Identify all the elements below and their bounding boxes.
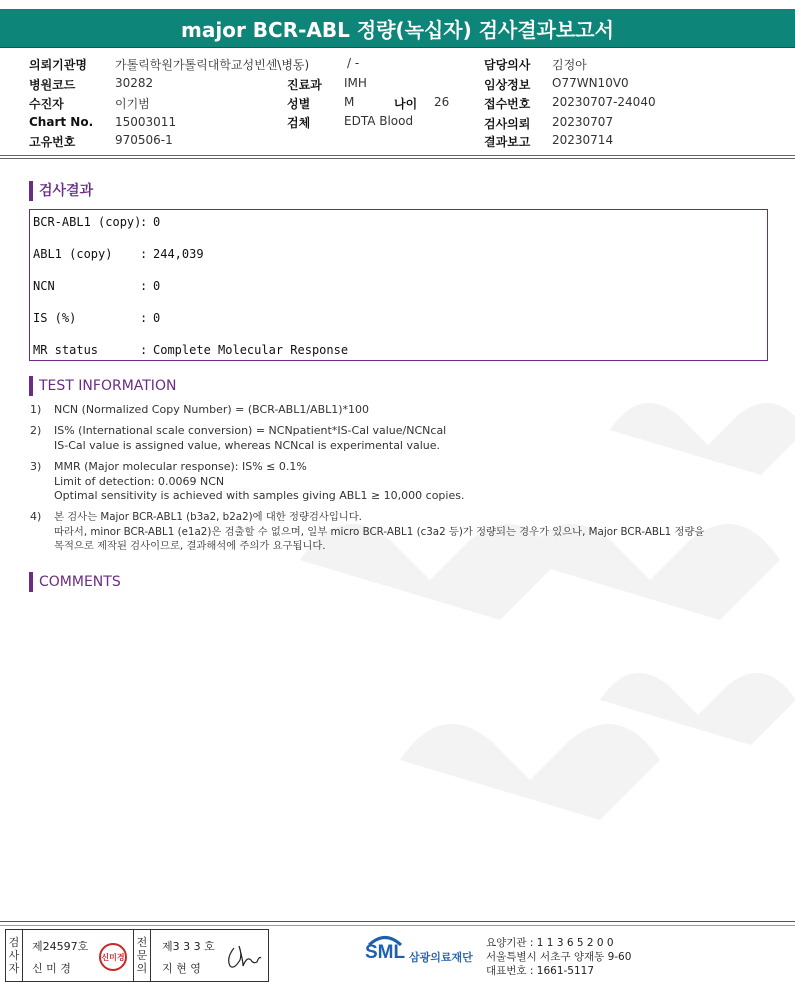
item-number: 4) — [30, 510, 42, 523]
result-value: 244,039 — [153, 247, 204, 261]
result-sep: : — [140, 215, 148, 229]
org-info — [486, 936, 631, 978]
item-line: IS-Cal value is assigned value, whereas NCNcal is experimental value. — [54, 438, 441, 452]
department-label: 진료과 — [287, 78, 322, 92]
result-label: BCR-ABL1 (copy) — [33, 215, 142, 229]
request-org-label: 의뢰기관명 — [29, 58, 87, 72]
item-number: 1) — [30, 403, 42, 416]
chart-no-value: 15003011 — [115, 115, 177, 129]
clinical-info-label: 임상정보 — [484, 78, 531, 92]
specimen-value: EDTA Blood — [344, 114, 414, 128]
specialist-label: 전 문 의 — [134, 930, 151, 981]
doctor-value: 김정아 — [552, 58, 587, 72]
request-org-value: 가톨릭학원가톨릭대학교성빈센\병동) — [115, 58, 310, 72]
result-label: IS (%) — [33, 311, 77, 325]
examiner-name: 신 미 경 — [32, 962, 71, 975]
result-sep: : — [140, 247, 148, 261]
result-value: 0 — [153, 279, 161, 293]
item-line: 따라서, minor BCR-ABL1 (e1a2)은 검출할 수 없으며, 일부 micro BCR-ABL1 (c3a2 등)가 정량되는 경우가 있으나, Major BCR-ABL1 정량을 — [54, 525, 705, 538]
result-sep: : — [140, 279, 148, 293]
examiner-label: 검 사 자 — [6, 930, 23, 981]
item-line: MMR (Major molecular response): IS% ≤ 0.1% — [54, 460, 307, 473]
item-line: 본 검사는 Major BCR-ABL1 (b3a2, b2a2)에 대한 정량검사입니다. — [54, 511, 362, 523]
item-line: 목적으로 제작된 검사이므로, 결과해석에 주의가 요구됩니다. — [54, 540, 326, 552]
item-line: Limit of detection: 0.0069 NCN — [54, 474, 225, 488]
footer-divider — [0, 925, 795, 926]
logo-text: SML — [365, 942, 406, 963]
results-box — [29, 209, 768, 361]
item-number: 3) — [30, 460, 42, 473]
sex-label: 성별 — [287, 97, 311, 111]
result-sep: : — [140, 311, 148, 325]
org-phone: 대표번호 : 1661-5117 — [486, 965, 595, 977]
item-line: Optimal sensitivity is achieved with samples giving ABL1 ≥ 10,000 copies. — [54, 489, 465, 502]
recipient-label: 수진자 — [29, 97, 64, 111]
results-section-title: 검사결과 — [29, 181, 93, 201]
result-label: MR status — [33, 343, 99, 357]
divider — [0, 155, 795, 156]
result-label: ABL1 (copy) — [33, 247, 113, 261]
doctor-label: 담당의사 — [484, 58, 531, 72]
receipt-no-value: 20230707-24040 — [552, 95, 656, 109]
result-report-value: 20230714 — [552, 133, 614, 147]
department-value: IMH — [344, 76, 367, 90]
result-report-label: 결과보고 — [484, 135, 531, 149]
patient-info-block — [0, 56, 795, 151]
age-value: 26 — [434, 95, 450, 109]
clinical-info-value: O77WN10V0 — [552, 76, 629, 90]
unique-no-value: 970506-1 — [115, 133, 173, 147]
specialist-name: 지 현 영 — [162, 962, 201, 975]
org-code: 요양기관 : 1 1 3 6 5 2 0 0 — [486, 937, 614, 949]
test-info-section-title: TEST INFORMATION — [29, 376, 176, 396]
result-value: 0 — [153, 311, 161, 325]
specialist-license: 제3 3 3 호 — [162, 940, 215, 953]
chart-no-label: Chart No. — [29, 115, 94, 129]
examiner-license: 제24597호 — [32, 940, 89, 953]
result-value: 0 — [153, 215, 161, 229]
unique-no-label: 고유번호 — [29, 135, 76, 149]
report-footer — [0, 921, 795, 993]
ward-value: / - — [347, 56, 360, 70]
hospital-code-label: 병원코드 — [29, 78, 76, 92]
recipient-value: 이기범 — [115, 97, 150, 111]
signature-icon — [224, 940, 264, 972]
item-line: NCN (Normalized Copy Number) = (BCR-ABL1/ABL1)*100 — [54, 403, 370, 416]
age-label: 나이 — [394, 97, 418, 111]
specimen-label: 검체 — [287, 116, 311, 130]
logo-name: 삼광의료재단 — [409, 951, 473, 964]
signature-box — [5, 929, 269, 982]
report-title: major BCR-ABL 정량(녹십자) 검사결과보고서 — [0, 9, 795, 48]
sex-value: M — [344, 95, 355, 109]
footer-divider — [0, 921, 795, 922]
receipt-no-label: 접수번호 — [484, 97, 531, 111]
result-sep: : — [140, 343, 148, 357]
result-label: NCN — [33, 279, 55, 293]
hospital-code-value: 30282 — [115, 76, 154, 90]
examiner-stamp-icon: 신미경 — [99, 943, 127, 971]
item-line: IS% (International scale conversion) = NCNpatient*IS-Cal value/NCNcal — [54, 424, 447, 437]
result-value: Complete Molecular Response — [153, 343, 349, 357]
test-request-value: 20230707 — [552, 115, 614, 129]
item-number: 2) — [30, 424, 42, 437]
divider — [0, 158, 795, 159]
org-address: 서울특별시 서초구 양재동 9-60 — [486, 951, 632, 963]
comments-section-title: COMMENTS — [29, 572, 121, 592]
test-request-label: 검사의뢰 — [484, 117, 531, 131]
